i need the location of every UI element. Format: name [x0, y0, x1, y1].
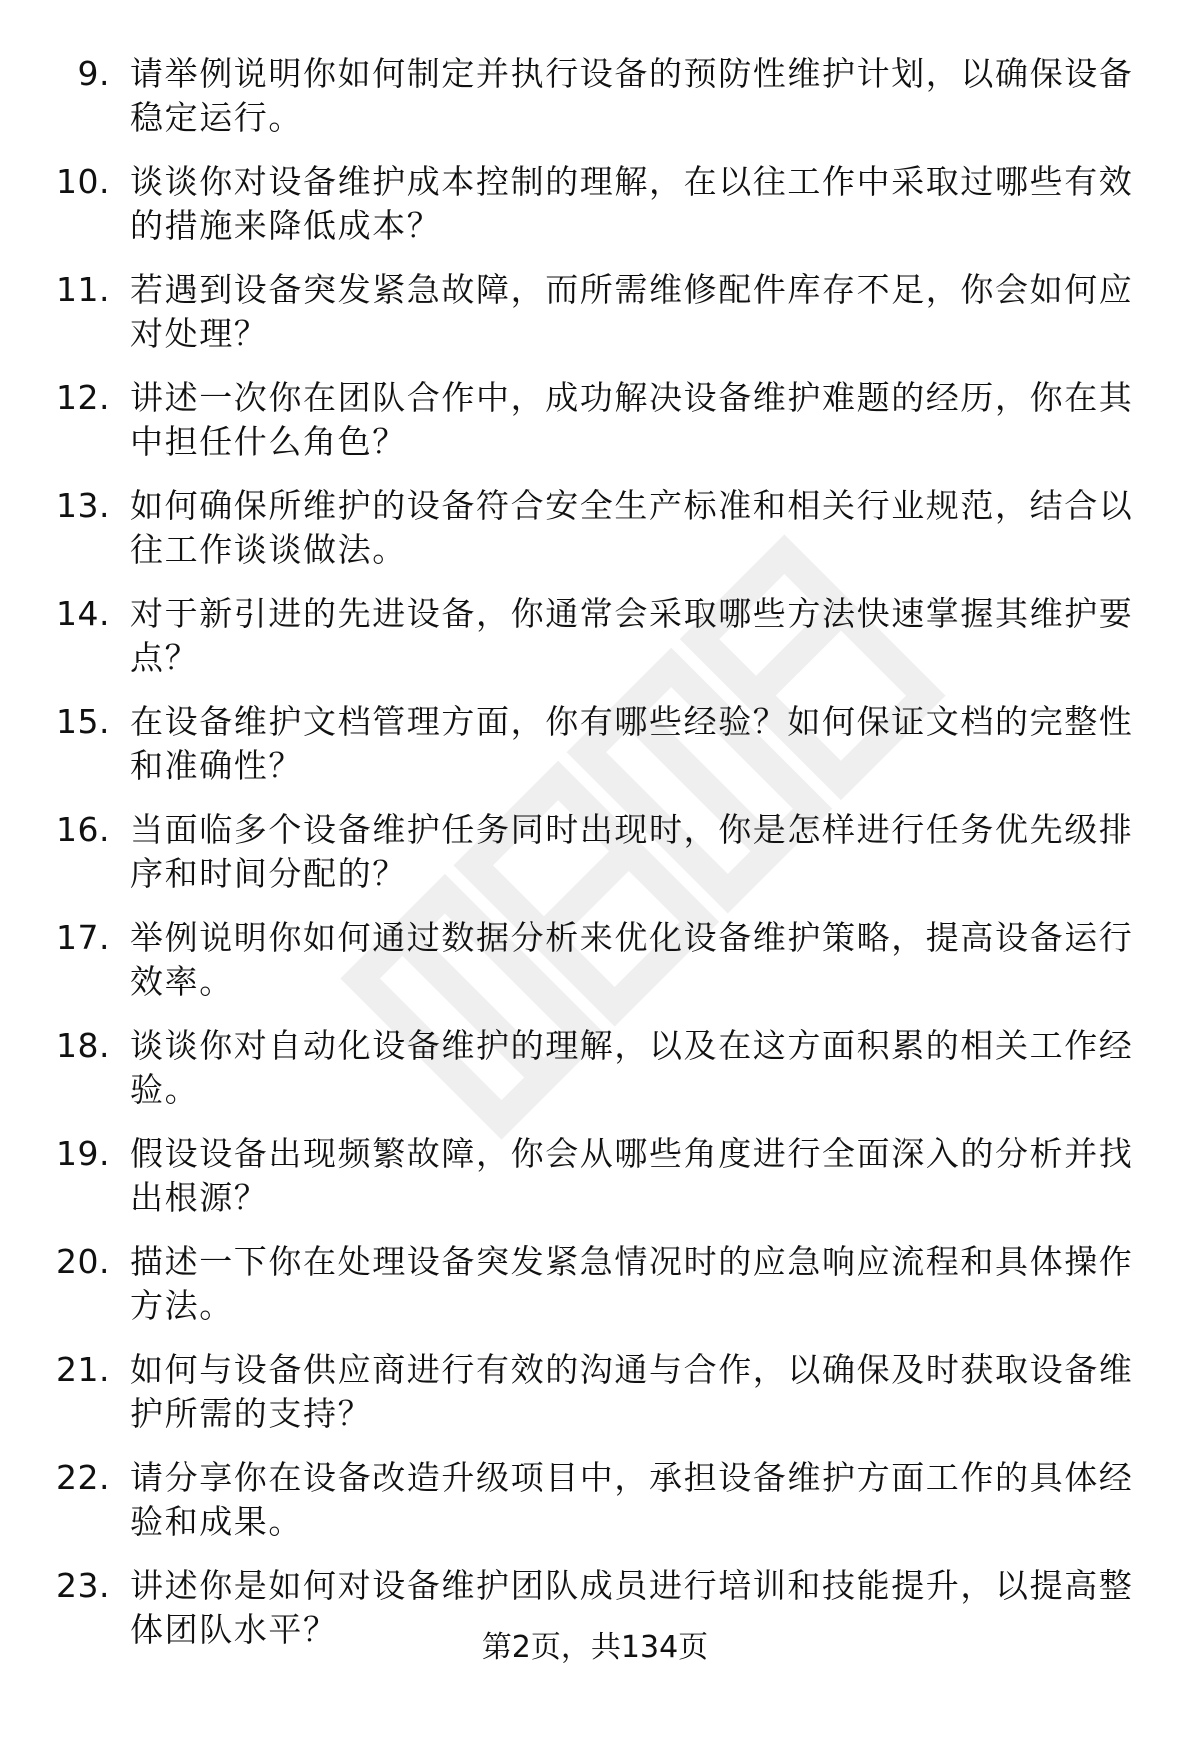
question-text: 若遇到设备突发紧急故障，而所需维修配件库存不足，你会如何应对处理？: [130, 270, 1134, 353]
question-number: 18.: [56, 1026, 110, 1065]
question-text: 对于新引进的先进设备，你通常会采取哪些方法快速掌握其维护要点？: [130, 594, 1134, 677]
question-item: [0, 1456, 1190, 1564]
question-number: 17.: [56, 918, 110, 957]
question-item: [0, 268, 1190, 376]
question-text: 如何与设备供应商进行有效的沟通与合作，以确保及时获取设备维护所需的支持？: [130, 1350, 1134, 1433]
question-number: 14.: [56, 594, 110, 633]
question-text: 谈谈你对自动化设备维护的理解，以及在这方面积累的相关工作经验。: [130, 1026, 1134, 1109]
question-number: 22.: [56, 1458, 110, 1497]
question-item: [0, 916, 1190, 1024]
question-text: 请分享你在设备改造升级项目中，承担设备维护方面工作的具体经验和成果。: [130, 1458, 1134, 1541]
question-item: [0, 808, 1190, 916]
question-item: [0, 1348, 1190, 1456]
question-text: 讲述你是如何对设备维护团队成员进行培训和技能提升，以提高整体团队水平？: [130, 1566, 1134, 1649]
question-item: [0, 160, 1190, 268]
question-item: [0, 592, 1190, 700]
question-text: 假设设备出现频繁故障，你会从哪些角度进行全面深入的分析并找出根源？: [130, 1134, 1134, 1217]
question-item: [0, 1024, 1190, 1132]
page-footer: [0, 1628, 1190, 1668]
page-number-label: 第2页，共134页: [481, 1630, 709, 1665]
question-number: 19.: [56, 1134, 110, 1173]
question-text: 请举例说明你如何制定并执行设备的预防性维护计划，以确保设备稳定运行。: [130, 54, 1134, 137]
question-text: 描述一下你在处理设备突发紧急情况时的应急响应流程和具体操作方法。: [130, 1242, 1134, 1325]
question-item: [0, 1240, 1190, 1348]
question-number: 9.: [77, 54, 110, 93]
question-item: [0, 52, 1190, 160]
question-text: 举例说明你如何通过数据分析来优化设备维护策略，提高设备运行效率。: [130, 918, 1134, 1001]
question-number: 12.: [56, 378, 110, 417]
question-text: 在设备维护文档管理方面，你有哪些经验？如何保证文档的完整性和准确性？: [130, 702, 1134, 785]
question-text: 如何确保所维护的设备符合安全生产标准和相关行业规范，结合以往工作谈谈做法。: [130, 486, 1134, 569]
question-number: 15.: [56, 702, 110, 741]
question-number: 20.: [56, 1242, 110, 1281]
question-item: [0, 484, 1190, 592]
question-number: 21.: [56, 1350, 110, 1389]
question-number: 11.: [56, 270, 110, 309]
question-list: [0, 52, 1190, 1672]
question-text: 谈谈你对设备维护成本控制的理解，在以往工作中采取过哪些有效的措施来降低成本？: [130, 162, 1134, 245]
question-text: 讲述一次你在团队合作中，成功解决设备维护难题的经历，你在其中担任什么角色？: [130, 378, 1134, 461]
question-number: 23.: [56, 1566, 110, 1605]
question-item: [0, 700, 1190, 808]
question-item: [0, 1132, 1190, 1240]
question-item: [0, 376, 1190, 484]
question-number: 10.: [56, 162, 110, 201]
question-number: 16.: [56, 810, 110, 849]
question-number: 13.: [56, 486, 110, 525]
question-text: 当面临多个设备维护任务同时出现时，你是怎样进行任务优先级排序和时间分配的？: [130, 810, 1134, 893]
